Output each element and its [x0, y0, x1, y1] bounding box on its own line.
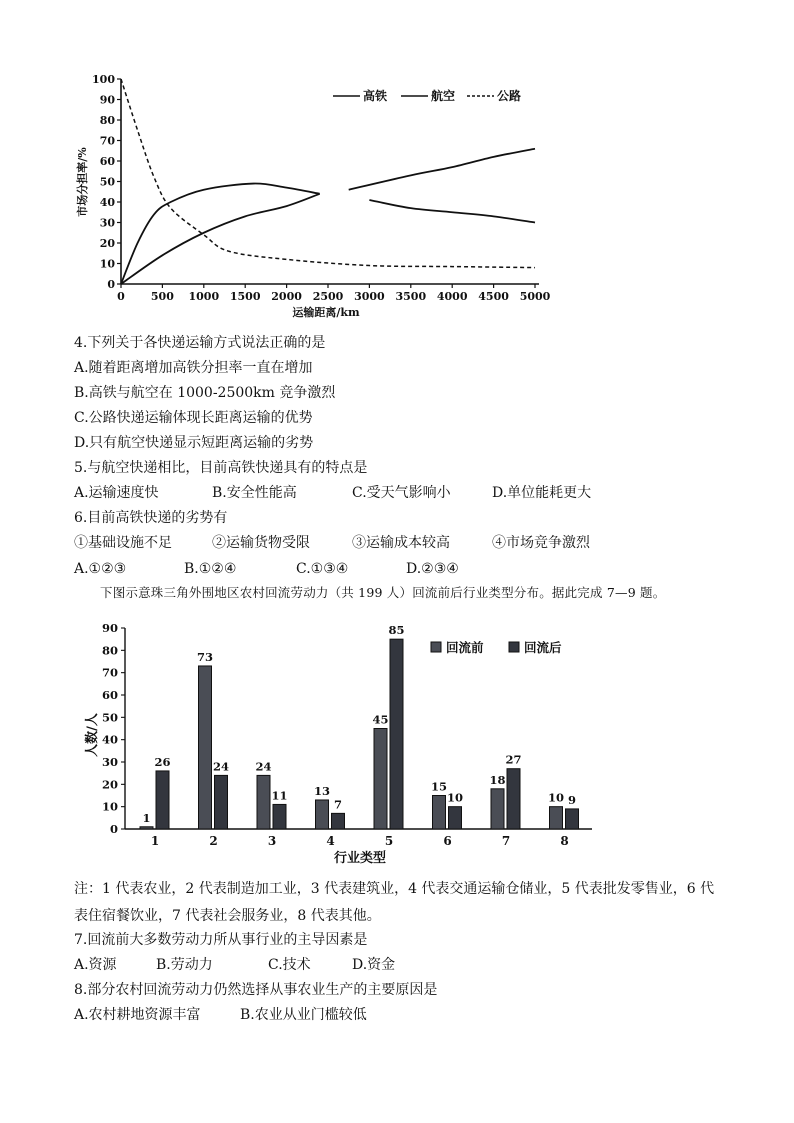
q8-stem: 8.部分农村回流劳动力仍然选择从事农业生产的主要原因是: [74, 982, 438, 998]
bar-chart-ylabel: 人数/人: [85, 713, 100, 757]
q5-option-a[interactable]: A.运输速度快: [74, 485, 159, 501]
q4-option-a[interactable]: A.随着距离增加高铁分担率一直在增加: [74, 360, 313, 376]
q5-stem: 5.与航空快递相比，目前高铁快递具有的特点是: [74, 460, 368, 476]
bar-chart-y-tick-label: 80: [101, 643, 118, 658]
line-series-air: [121, 184, 320, 284]
q8-option-b[interactable]: B.农业从业门槛较低: [240, 1007, 367, 1023]
line-chart-x-tick-label: 2500: [312, 290, 344, 303]
line-chart-series: [121, 79, 535, 284]
legend-label-0: 高铁: [363, 89, 388, 103]
legend-label-2: 公路: [497, 89, 522, 103]
legend-label-1: 航空: [431, 89, 456, 103]
bar-legend-swatch-0: [431, 642, 441, 652]
bar-value-label: 10: [446, 790, 464, 805]
q6-stem: 6.目前高铁快递的劣势有: [74, 510, 228, 526]
q6-statement-3: ③运输成本较高: [352, 535, 450, 551]
bar-legend-label-0: 回流前: [446, 640, 484, 655]
q7-stem: 7.回流前大多数劳动力所从事行业的主导因素是: [74, 932, 368, 948]
bar-chart-x-tick-label: 5: [384, 834, 394, 848]
bar-chart-y-tick-label: 90: [101, 621, 118, 635]
line-chart-x-tick-label: 3000: [354, 290, 385, 303]
bar-chart-y-tick-label: 20: [101, 777, 118, 792]
bar-value-label: 9: [567, 792, 577, 807]
q5-option-d[interactable]: D.单位能耗更大: [492, 485, 592, 501]
bar-after-6: [449, 807, 462, 829]
line-chart-y-tick-label: 50: [99, 175, 115, 189]
bar-chart-x-tick-label: 3: [267, 834, 277, 848]
q8-option-a[interactable]: A.农村耕地资源丰富: [74, 1007, 201, 1023]
bar-chart-x-tick-label: 6: [443, 834, 452, 848]
bar-after-1: [156, 771, 169, 829]
bar-before-7: [491, 789, 504, 829]
q7-option-c[interactable]: C.技术: [268, 957, 311, 973]
bar-chart-y-tick-label: 60: [101, 688, 118, 702]
bar-before-2: [199, 666, 212, 829]
line-series-air-far: [369, 200, 535, 223]
bar-after-8: [566, 809, 579, 829]
bar-value-label: 27: [505, 752, 522, 767]
bar-before-5: [374, 729, 387, 830]
intro-7-9: 下图示意珠三角外围地区农村回流劳动力（共 199 人）回流前后行业类型分布。据此完成 7—9 题。: [100, 585, 666, 600]
line-series-high-speed-rail-far: [349, 149, 535, 190]
bar-legend-swatch-1: [509, 642, 519, 652]
line-chart-axes: [92, 73, 551, 303]
bar-chart-x-tick-label: 4: [326, 834, 335, 848]
bar-value-label: 10: [547, 790, 565, 805]
bar-value-label: 15: [430, 779, 448, 794]
line-chart-y-tick-label: 100: [92, 73, 115, 86]
line-chart-x-tick-label: 1500: [229, 290, 261, 303]
bar-before-1: [140, 827, 153, 829]
q6-statement-4: ④市场竞争激烈: [492, 535, 590, 551]
line-chart-x-tick-label: 0: [117, 290, 125, 303]
bar-chart-x-tick-label: 1: [150, 834, 160, 848]
line-chart-x-tick-label: 5000: [519, 290, 551, 303]
line-series-high-speed-rail: [121, 194, 320, 284]
bar-after-7: [507, 769, 520, 829]
bar-value-label: 7: [333, 797, 343, 812]
q4-option-c[interactable]: C.公路快递运输体现长距离运输的优势: [74, 410, 313, 426]
line-chart: [0, 60, 794, 330]
bar-before-4: [316, 800, 329, 829]
bar-value-label: 11: [271, 788, 288, 803]
q4-option-d[interactable]: D.只有航空快递显示短距离运输的劣势: [74, 435, 314, 451]
bar-chart-y-tick-label: 40: [101, 732, 118, 747]
line-chart-y-tick-label: 40: [99, 196, 115, 209]
note: 注：1 代表农业，2 代表制造加工业，3 代表建筑业，4 代表交通运输仓储业，5 代表批发零售业，6 代表住宿餐饮业，7 代表社会服务业，8 代表其他。: [74, 881, 715, 924]
bar-legend-label-1: 回流后: [524, 640, 562, 655]
bar-value-label: 13: [313, 783, 331, 798]
bar-value-label: 24: [255, 759, 272, 774]
bar-after-4: [332, 813, 345, 829]
bar-chart-y-tick-label: 0: [109, 822, 118, 836]
line-chart-legend: [333, 88, 521, 103]
bar-chart-bars: [140, 623, 579, 829]
line-chart-y-tick-label: 60: [99, 155, 115, 168]
q6-statement-1: ①基础设施不足: [74, 535, 172, 551]
bar-after-3: [273, 804, 286, 829]
bar-chart-x-tick-label: 8: [560, 834, 569, 848]
bar-chart-legend: [431, 640, 562, 655]
bar-before-3: [257, 775, 270, 829]
q6-option-d[interactable]: D.②③④: [406, 561, 459, 577]
line-chart-xlabel: 运输距离/km: [292, 306, 360, 319]
line-chart-x-tick-label: 1000: [188, 290, 220, 303]
line-chart-y-tick-label: 70: [99, 134, 115, 148]
bar-chart-y-tick-label: 30: [101, 755, 118, 769]
bar-chart: [0, 612, 794, 874]
line-chart-x-tick-label: 500: [150, 290, 174, 303]
bar-chart-x-tick-label: 2: [209, 834, 218, 848]
bar-value-label: 73: [196, 649, 214, 664]
bar-value-label: 85: [388, 623, 405, 638]
line-chart-y-tick-label: 30: [99, 216, 115, 230]
bar-value-label: 18: [489, 772, 506, 787]
line-chart-x-tick-label: 2000: [271, 290, 302, 303]
bar-chart-y-tick-label: 50: [101, 710, 118, 725]
q4-option-b[interactable]: B.高铁与航空在 1000-2500km 竞争激烈: [74, 385, 336, 401]
q7-option-b[interactable]: B.劳动力: [156, 957, 213, 973]
bar-after-5: [390, 639, 403, 829]
q4-stem: 4.下列关于各快递运输方式说法正确的是: [74, 335, 326, 351]
line-chart-x-tick-label: 4000: [436, 290, 468, 303]
line-series-road: [121, 79, 535, 268]
bar-chart-y-tick-label: 70: [101, 665, 118, 680]
line-chart-x-tick-label: 3500: [395, 290, 427, 303]
bar-before-8: [550, 807, 563, 829]
q6-option-b[interactable]: B.①②④: [184, 561, 237, 577]
q5-option-b[interactable]: B.安全性能高: [212, 485, 297, 501]
q6-statement-2: ②运输货物受限: [212, 535, 310, 551]
line-chart-y-tick-label: 80: [99, 114, 115, 127]
bar-value-label: 45: [372, 712, 389, 727]
q6-option-a[interactable]: A.①②③: [74, 561, 127, 577]
bar-value-label: 26: [154, 754, 171, 769]
line-chart-y-tick-label: 20: [99, 237, 115, 250]
bar-after-2: [215, 775, 228, 829]
bar-before-6: [433, 796, 446, 830]
bar-chart-x-tick-label: 7: [501, 834, 511, 848]
line-chart-ylabel: 市场分担率/%: [76, 147, 89, 217]
bar-chart-y-tick-label: 10: [101, 799, 118, 814]
q6-option-c[interactable]: C.①③④: [296, 561, 349, 577]
bar-chart-xlabel: 行业类型: [333, 851, 387, 866]
q7-option-d[interactable]: D.资金: [352, 957, 396, 973]
line-chart-y-tick-label: 90: [99, 93, 115, 107]
q7-option-a[interactable]: A.资源: [74, 957, 117, 973]
line-chart-y-tick-label: 10: [99, 257, 115, 271]
bar-value-label: 24: [212, 759, 230, 774]
line-chart-y-tick-label: 0: [107, 278, 115, 291]
bar-value-label: 1: [142, 810, 151, 825]
q5-option-c[interactable]: C.受天气影响小: [352, 485, 451, 501]
line-chart-x-tick-label: 4500: [478, 290, 509, 303]
